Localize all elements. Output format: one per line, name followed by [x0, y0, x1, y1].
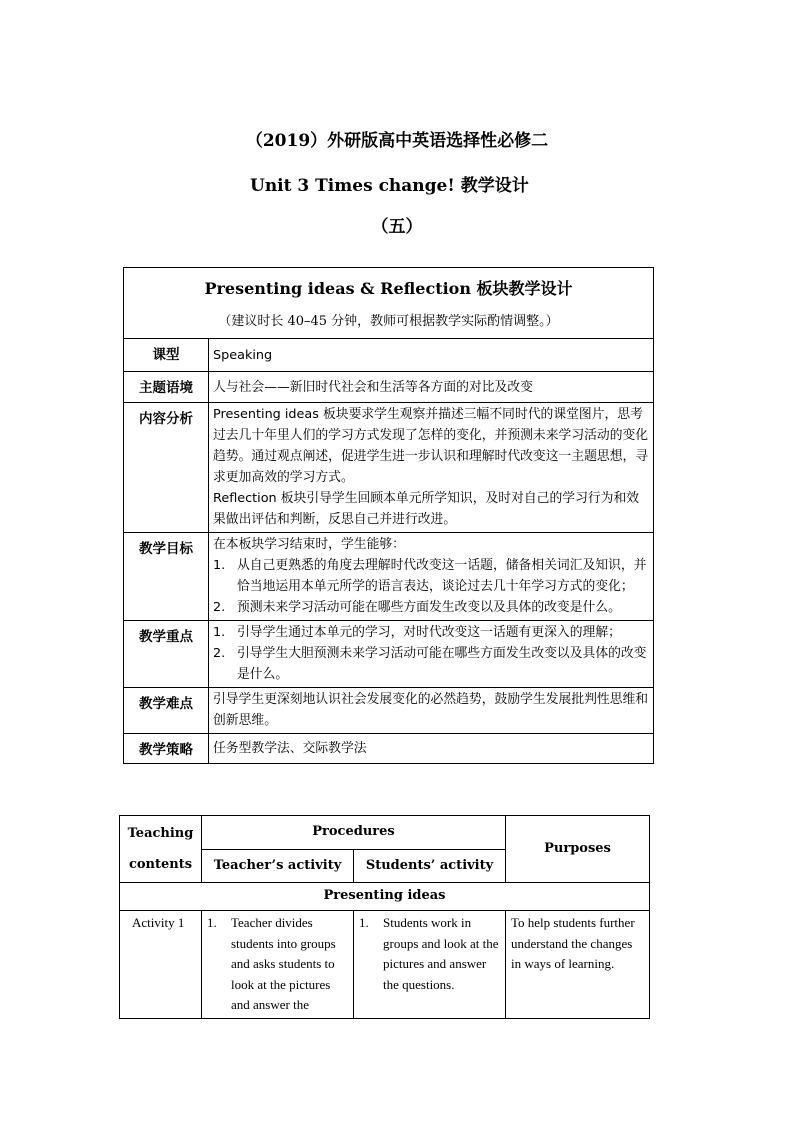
- row-value-strategies: 任务型教学法、交际教学法: [209, 734, 654, 764]
- objectives-intro: 在本板块学习结束时，学生能够：: [213, 537, 405, 552]
- doc-title-line1: （2019）外研版高中英语选择性必修二: [245, 131, 549, 151]
- objective-text: 从自己更熟悉的角度去理解时代改变这一话题，储备相关词汇及知识，并恰当地运用本单元所学的语言表达，谈论过去几十年学习方式的变化；: [237, 558, 647, 594]
- row-label-analysis: 内容分析: [124, 403, 209, 533]
- analysis-paragraph-2: Reflection 板块引导学生回顾本单元所学知识，及时对自己的学习行为和效果做出评估和判断，反思自己并进行改进。: [213, 491, 640, 527]
- doc-title-line2: Unit 3 Times change! 教学设计: [250, 176, 529, 196]
- header-teacher-activity: Teacher’s activity: [202, 850, 354, 883]
- header-teaching-contents: [120, 816, 202, 883]
- analysis-paragraph-1: Presenting ideas 板块要求学生观察并描述三幅不同时代的课堂图片，思考过去几十年里人们的学习方式发现了怎样的变化，并预测未来学习活动的变化趋势。通过观点阐述，促进学生进一步认识和理解时代改变这一主题思想，寻求更加高效的学习方式。: [213, 407, 649, 485]
- procedures-table: [119, 815, 650, 1019]
- teacher-activity-item: [207, 913, 348, 1016]
- teacher-activity-cell: [202, 911, 354, 1019]
- row-value-key-points: [209, 621, 654, 688]
- teacher-activity-text: Teacher divides students into groups and asks students to look at the pictures and answer the: [231, 915, 336, 1012]
- header-procedures: Procedures: [202, 816, 506, 850]
- header-teaching-line1: Teaching: [127, 826, 194, 841]
- row-label-objectives: 教学目标: [124, 533, 209, 621]
- purpose-text: To help students further understand the changes in ways of learning.: [506, 911, 650, 1019]
- objective-number: 1.: [213, 558, 226, 573]
- row-value-theme: 人与社会——新旧时代社会和生活等各方面的对比及改变: [209, 372, 654, 403]
- row-label-strategies: 教学策略: [124, 734, 209, 764]
- design-title: Presenting ideas & Reflection 板块教学设计: [204, 279, 573, 298]
- row-value-type: Speaking: [209, 339, 654, 372]
- header-teaching-line2: contents: [128, 857, 193, 872]
- row-value-analysis: [209, 403, 654, 533]
- row-label-difficulties: 教学难点: [124, 688, 209, 734]
- key-point-item: [213, 643, 649, 685]
- key-point-text: 引导学生大胆预测未来学习活动可能在哪些方面发生改变以及具体的改变是什么。: [237, 646, 647, 682]
- row-value-objectives: [209, 533, 654, 621]
- doc-title-line3: （五）: [371, 217, 423, 237]
- students-activity-cell: [354, 911, 506, 1019]
- header-purposes: Purposes: [506, 816, 650, 883]
- key-point-number: 2.: [213, 646, 226, 661]
- teaching-design-table: [123, 267, 654, 764]
- activity-name: Activity 1: [120, 911, 202, 1019]
- students-activity-number: 1.: [359, 915, 369, 930]
- design-note: （建议时长 40–45 分钟，教师可根据教学实际酌情调整。）: [218, 314, 559, 329]
- section-presenting-ideas: Presenting ideas: [120, 883, 650, 911]
- row-label-theme: 主题语境: [124, 372, 209, 403]
- students-activity-item: [359, 913, 500, 995]
- row-value-difficulties: 引导学生更深刻地认识社会发展变化的必然趋势，鼓励学生发展批判性思维和创新思维。: [209, 688, 654, 734]
- row-label-key-points: 教学重点: [124, 621, 209, 688]
- objective-item: [213, 555, 649, 597]
- objective-text: 预测未来学习活动可能在哪些方面发生改变以及具体的改变是什么。: [237, 600, 621, 615]
- students-activity-text: Students work in groups and look at the pictures and answer the questions.: [383, 915, 499, 992]
- header-students-activity: Students’ activity: [354, 850, 506, 883]
- key-point-item: [213, 622, 649, 643]
- row-label-type: 课型: [124, 339, 209, 372]
- teacher-activity-number: 1.: [207, 915, 217, 930]
- key-point-text: 引导学生通过本单元的学习，对时代改变这一话题有更深入的理解；: [237, 625, 621, 640]
- design-header-cell: [124, 268, 654, 339]
- key-point-number: 1.: [213, 625, 226, 640]
- objective-number: 2.: [213, 600, 226, 615]
- objective-item: [213, 597, 649, 618]
